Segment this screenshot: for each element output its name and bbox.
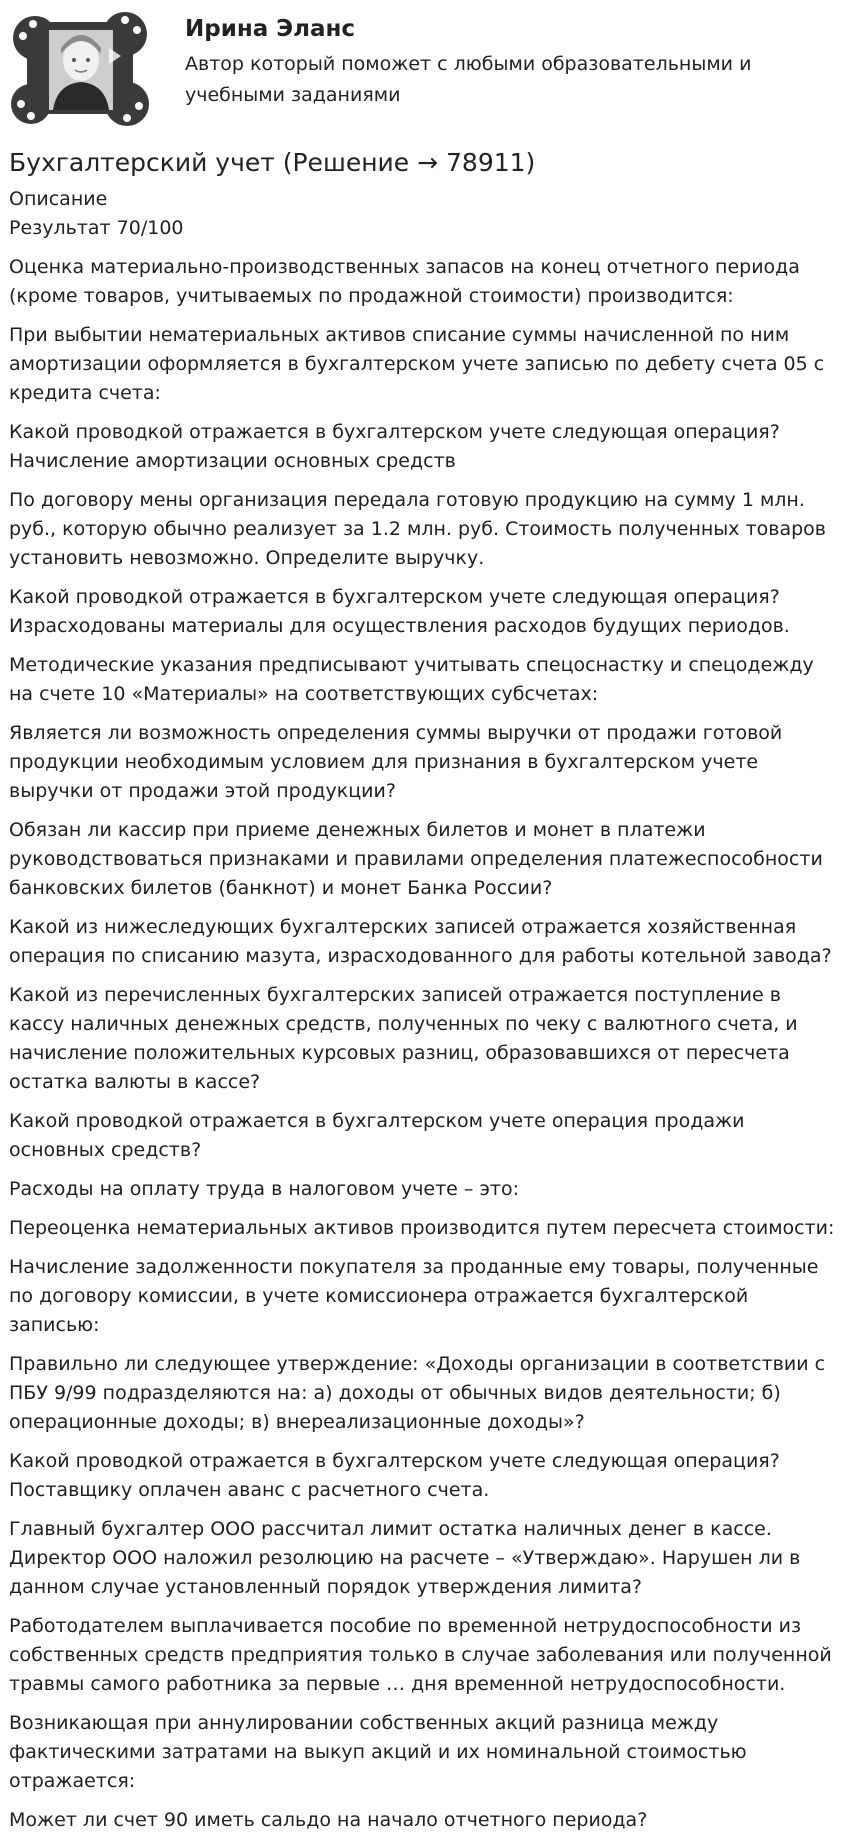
question-item: Какой проводкой отражается в бухгалтерском учете следующая операция? Израсходованы материалы для осуществления расходов будущих периодов.	[9, 586, 790, 637]
question-item: Методические указания предписывают учитывать спецоснастку и спецодежду на счете 10 «Материалы» на соответствующих субсчетах:	[9, 654, 814, 705]
author-block	[9, 0, 838, 134]
question-item: Правильно ли следующее утверждение: «Доходы организации в соответствии с ПБУ 9/99 подразделяются на: а) доходы от обычных видов деятельности; б) операционные доходы; в) внереализационные доходы»?	[9, 1353, 826, 1433]
question-item: Является ли возможность определения суммы выручки от продажи готовой продукции необходимым условием для признания в бухгалтерском учете выручки от продажи этой продукции?	[9, 722, 783, 802]
question-item: Главный бухгалтер ООО рассчитал лимит остатка наличных денег в кассе. Директор ООО наложил резолюцию на расчете – «Утверждаю». Нарушен ли в данном случае установленный порядок утверждения лимита?	[9, 1518, 801, 1598]
question-item: Какой проводкой отражается в бухгалтерском учете следующая операция? Поставщику оплачен аванс с расчетного счета.	[9, 1450, 780, 1501]
question-item: Оценка материально-производственных запасов на конец отчетного периода (кроме товаров, учитываемых по продажной стоимости) производится:	[9, 256, 800, 307]
question-item: По договору мены организация передала готовую продукцию на сумму 1 млн. руб., которую обычно реализует за 1.2 млн. руб. Стоимость полученных товаров установить невозможно. Определите выручку.	[9, 489, 826, 569]
author-avatar	[9, 8, 151, 128]
question-item: Какой проводкой отражается в бухгалтерском учете операция продажи основных средств?	[9, 1110, 745, 1161]
question-item: Может ли счет 90 иметь сальдо на начало отчетного периода?	[9, 1809, 648, 1831]
result-score: Результат 70/100	[9, 217, 184, 239]
question-item: Возникающая при аннулировании собственных акций разница между фактическими затратами на выкуп акций и их номинальной стоимостью отражается:	[9, 1712, 747, 1792]
page-title: Бухгалтерский учет (Решение → 78911)	[9, 148, 536, 177]
question-item: Работодателем выплачивается пособие по временной нетрудоспособности из собственных средств предприятия только в случае заболевания или полученной травмы самого работника за первые … дня временной нетрудоспособности.	[9, 1615, 832, 1695]
question-item: Обязан ли кассир при приеме денежных билетов и монет в платежи руководствоваться признаками и правилами определения платежеспособности банковских билетов (банкнот) и монет Банка России?	[9, 819, 823, 899]
question-item: Какой проводкой отражается в бухгалтерском учете следующая операция? Начисление амортизации основных средств	[9, 421, 780, 472]
question-item: При выбытии нематериальных активов списание суммы начисленной по ним амортизации оформляется в бухгалтерском учете записью по дебету счета 05 с кредита счета:	[9, 324, 825, 404]
author-info	[185, 8, 805, 111]
author-name: Ирина Эланс	[185, 16, 356, 42]
question-item: Какой из нижеследующих бухгалтерских записей отражается хозяйственная операция по списанию мазута, израсходованного для работы котельной завода?	[9, 916, 832, 967]
question-item: Переоценка нематериальных активов производится путем пересчета стоимости:	[9, 1217, 835, 1239]
author-description: Автор который поможет с любыми образовательными и учебными заданиями	[185, 53, 752, 106]
question-item: Какой из перечисленных бухгалтерских записей отражается поступление в кассу наличных денежных средств, полученных по чеку с валютного счета, и начисление положительных курсовых разниц, образовавшихся от пересчета остатка валюты в кассе?	[9, 984, 798, 1093]
description-label: Описание	[9, 188, 108, 210]
question-item: Расходы на оплату труда в налоговом учете – это:	[9, 1178, 519, 1200]
question-item: Начисление задолженности покупателя за проданные ему товары, полученные по договору комиссии, в учете комиссионера отражается бухгалтерской записью:	[9, 1256, 819, 1336]
question-list	[9, 253, 838, 1835]
